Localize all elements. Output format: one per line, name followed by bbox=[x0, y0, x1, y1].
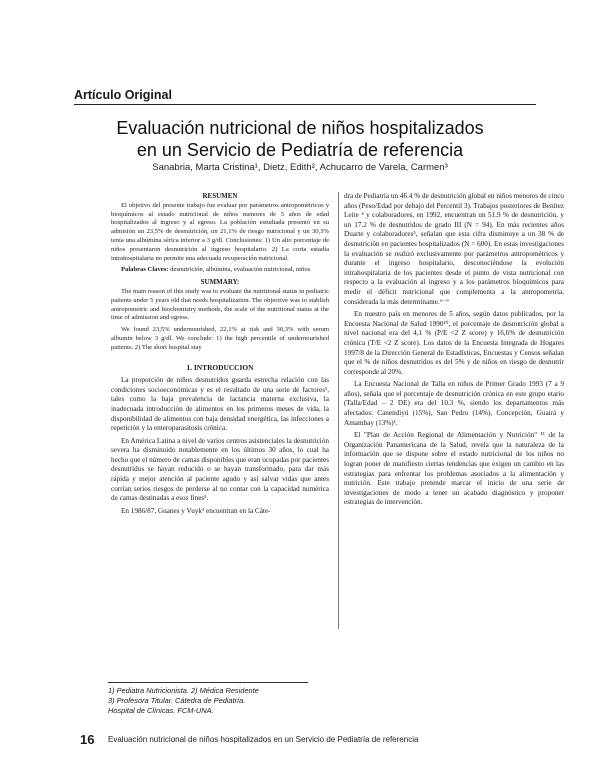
right-paragraph-3: La Encuesta Nacional de Talla en niños de Primer Grado 1993 (7 a 9 años), señala que el porcentaje de desnutrición crónica en este grupo etario (Talla/Edad – 2 DE) era del 10.3 %, siendo los departamentos más afectados: Canendiyú (15%), San Pedro (14%), Concepción, Guairá y Amambay (13%)¹. bbox=[344, 380, 564, 427]
left-column bbox=[111, 192, 329, 740]
summary-body-1: The main reason of this study was to evaluate the nutritional status in pediatric patients under 5 years old that needs hospitalization. The objective was to stablish antropometric and biochemistry methods, the scale of the nutritional status at the time of admission and egress. bbox=[111, 287, 329, 322]
keywords bbox=[111, 266, 329, 275]
intro-paragraph-1: La proporción de niños desnutridos guarda estrecha relación con las condiciones socioeconómicas y es el resultado de una serie de factores¹, tales como la baja prevalencia de lactancia materna exclusiva, la inadecuada introducción de alimentos en los primeros meses de vida, la disponibilidad de alimentos con baja densidad energética, las infecciones a repetición y la enteroparasitosis crónica. bbox=[111, 376, 329, 433]
page-number: 16 bbox=[80, 732, 95, 747]
running-footer: Evaluación nutricional de niños hospitalizados en un Servicio de Pediatría de referencia bbox=[108, 735, 419, 744]
keywords-text: desnutrición, albúmina, evaluación nutricional, niños bbox=[170, 266, 311, 274]
footnote-1: 1) Pediatra Nutricionista. 2) Médica Residente bbox=[108, 686, 259, 695]
right-paragraph-4: El "Plan de Acción Regional de Alimentación y Nutrición" ¹¹ de la Organización Panamericana de la Salud, revela que la naturaleza de la información que se dispone sobre el estado nutricional de los niños no logran poner de manifiesto ciertas tendencias que exigen un cambio en las estrategias para enfrentar los problemas asociados a la alimentación y nutrición. Este trabajo pretende marcar el inicio de una serie de investigaciones de modo a tener un acabado diagnóstico y proponer estrategias de intervención. bbox=[344, 431, 564, 507]
summary-body-2: We found 23,5% undernourished, 22,1% at risk and 30,3% with serum albumin below 3 g/dl. We conclude: 1) the high percentile of undernourished patients. 2) The short hospital stay bbox=[111, 326, 329, 351]
authors: Sanabria, Marta Cristina¹, Dietz, Edith², Achucarro de Varela, Carmen³ bbox=[152, 162, 448, 173]
top-rule bbox=[74, 104, 536, 105]
footnote-rule bbox=[108, 682, 308, 683]
title-line-2: en un Servicio de Pediatría de referencia bbox=[136, 140, 464, 160]
summary-heading: SUMMARY: bbox=[200, 278, 240, 287]
resumen-body: El objetivo del presente trabajo fue evaluar por parámetros antropométricos y bioquímicos al estado nutricional de niños menores de 5 años de edad hospitalizados al ingreso y al egreso. La población estudiada presentó en su admisión un 23,5% de desnutrición, un 21,1% de riesgo nutricional y un 30,3% tenía una albúmina sérica inferior a 3 g/dl. Conclusiones: 1) Un alto porcentaje de niños presentaron desnutrición al ingreso hospitalario. 2) La corta estadía intrahospitalaria no permite una adecuada recuperación nutricional. bbox=[111, 201, 329, 262]
keywords-label: Palabras Claves: bbox=[121, 266, 169, 274]
abstract bbox=[111, 192, 329, 353]
intro-heading: 1. INTRODUCCION bbox=[186, 362, 254, 372]
column-separator bbox=[338, 192, 339, 629]
footnote-2: 3) Profesora Titular. Cátedra de Pediatría. bbox=[108, 696, 246, 705]
right-column bbox=[344, 192, 564, 740]
intro-paragraph-3: En 1986/87, Guanes y Vuyk³ encuentran en la Cáte- bbox=[121, 506, 271, 515]
title-line-1: Evaluación nutricional de niños hospitalizados bbox=[116, 118, 484, 138]
resumen-heading: RESUMEN bbox=[202, 192, 238, 200]
article-title bbox=[60, 117, 540, 161]
right-paragraph-1: dra de Pediatría un 46.4 % de desnutrición global en niños menores de cinco años (Peso/Edad por debajo del Percentil 3). Trabajos posteriores de Benítez Leite ⁴ y colaboradores, en 1992, encuentran un 51.9 % de desnutrición, y un 17.2 % de desnutridos de grado III (N = 94). En más recientes años Duarte y colaboradores⁵, señalan que esta cifra disminuye a un 38 % de desnutrición en pacientes hospitalizados (N = 600). En estas investigaciones la evaluación se realizó exclusivamente por parámetros antropométricos y durante el ingreso hospitalario, desconociéndose la evolución intrahospitalaria de los pacientes desde el punto de vista nutricional con respecto a la evaluación al ingreso y a los parámetros bioquímicos para medir el déficit nutricional que complementa a la antropometría, considerada la más determinante.⁶⁻⁹ bbox=[344, 192, 564, 306]
footnote-3: Hospital de Clínicas. FCM-UNA. bbox=[108, 706, 214, 715]
right-paragraph-2: En nuestro país en menores de 5 años, según datos publicados, por la Encuesta Nacional de Salud 1990¹⁰, el porcentaje de desnutrición global a nivel nacional era del 4,1 % (P/E <2 Z score) y 16,6% de desnutrición crónica (T/E <2 Z score). Los datos de la Encuesta Integrada de Hogares 1997/8 de la Dirección General de Estadísticas, Encuestas y Censos señalan que el % de niños desnutridos es del 5% y de niños en riesgo de desnutrir corresponde al 20%. bbox=[344, 310, 564, 376]
intro-paragraph-2: En América Latina a nivel de varios centros asistenciales la desnutrición severa ha disminuido notablemente en los últimos 30 años, lo cual ha hecho que el número de camas disponibles que eran ocupadas por pacientes desnutridos se hayan reducido o se hayan transformado, para dar más rápida y mejor atención al paciente agudo y así salvar vidas que antes corrían serios riesgos de perderse al no contar con la capacidad numérica de camas destinadas a esos fines². bbox=[111, 436, 329, 503]
footnotes bbox=[108, 686, 348, 716]
section-tag: Artículo Original bbox=[74, 88, 172, 102]
